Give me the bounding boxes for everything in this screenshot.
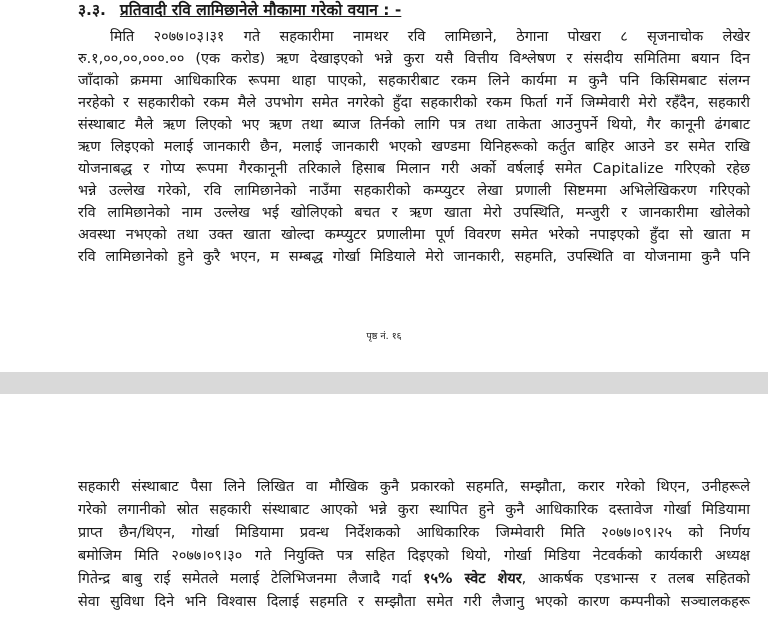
paragraph-line	[78, 568, 750, 590]
section-title: प्रतिवादी रवि लामिछानेले मौकामा गरेको वयान : -	[119, 1, 402, 19]
paragraph-line: गरेको लगानीको स्रोत सहकारी संस्थाबाट आएको भन्ने कुरा स्थापित हुने कुनै आधिकारिक दस्तावेज गोर्खा मिडियामा	[78, 502, 750, 518]
page-number: पृष्ठ नं. १६	[366, 331, 402, 342]
paragraph-line: सेवा सुविधा दिने भनि विश्वास दिलाई सहमति र सम्झौता समेत गरी लैजानु भएको कारण कम्पनीको सञ्चालकहरू	[78, 594, 750, 610]
paragraph-line: ऋण लिइएको मलाई जानकारी छैन, मलाई जानकारी भएको खण्डमा यिनिहरूको कर्तुत बाहिर आउने डर समेत राखि	[78, 139, 750, 155]
sweat-share-highlight: १५% स्वेट शेयर	[423, 571, 522, 587]
paragraph-line: सहकारी संस्थाबाट पैसा लिने लिखित वा मौखिक कुनै प्रकारको सहमति, सम्झौता, करार गरेको थिएन, उनीहरूले	[78, 479, 750, 495]
paragraph-line: रु.१,००,००,०००.०० (एक करोड) ऋण देखाइएको भन्ने कुरा यसै वित्तीय विश्लेषण र संसदीय समितिमा बयान दिन	[78, 51, 750, 67]
paragraph-line: रवि लामिछानेको नाम उल्लेख भई खोलिएको बचत र ऋण खाता मेरो उपस्थिति, मन्जुरी र जानकारीमा खोलेको	[78, 205, 750, 221]
paragraph-line: संस्थाबाट मैले ऋण लिएको भए ऋण तथा ब्याज तिर्नको लागि पत्र तथा ताकेता आउनुपर्ने थियो, गैर कानूनी ढंगबाट	[78, 117, 750, 133]
paragraph-line: योजनाबद्ध र गोप्य रूपमा गैरकानूनी तरिकाले हिसाब मिलान गरी अर्को वर्षलाई समेत Capitalize गरिएको रहेछ	[78, 161, 750, 177]
line-text-before: गितेन्द्र बाबु राई समेतले मलाई टेलिभिजनमा लैजादै गर्दा	[78, 571, 424, 587]
paragraph-line: जाँदाको क्रममा आधिकारिक रूपमा थाहा पाएको, सहकारीबाट रकम लिने कार्यमा म कुनै पनि किसिमबाट संलग्न	[78, 73, 750, 89]
paragraph-line: प्राप्त छैन/थिएन, गोर्खा मिडियामा प्रवन्ध निर्देशकको आधिकारिक जिम्मेवारी मिति २०७७।०९।२५ को निर्णय	[78, 525, 750, 541]
paragraph-line: मिति २०७७।०३।३१ गते सहकारीमा नामथर रवि लामिछाने, ठेगाना पोखरा ८ सृजनाचोक लेखेर	[110, 29, 750, 45]
paragraph-line: भन्ने उल्लेख गरेको, रवि लामिछानेको नाउँमा सहकारीको कम्प्युटर लेखा प्रणाली सिष्टममा अभिलेखिकरण गरिएको	[78, 183, 750, 199]
paragraph-line: अवस्था नभएको तथा उक्त खाता खोल्दा कम्प्युटर प्रणालीमा पूर्ण विवरण समेत भरेको नपाइएको हुँदा सो खाता म	[78, 227, 750, 243]
page-separator	[0, 372, 768, 394]
paragraph-line: रवि लामिछानेको हुने कुरै भएन, म सम्बद्ध गोर्खा मिडियाले मेरो जानकारी, सहमति, उपस्थिति वा योजनामा कुनै पनि	[78, 249, 750, 265]
line-text-after: , आकर्षक एडभान्स र तलब सहितको	[521, 571, 750, 587]
paragraph-line: बमोजिम मिति २०७७।०९।३० गते नियुक्ति पत्र सहित दिइएको थियो, गोर्खा मिडिया नेटवर्कको कार्यकारी अध्यक्ष	[78, 548, 750, 564]
paragraph-line: नरहेको र सहकारीको रकम मैले उपभोग समेत नगरेको हुँदा सहकारीको रकम फिर्ता गर्ने जिम्मेवारी मेरो रहँदैन, सहकारी	[78, 95, 750, 111]
document-page-2	[0, 394, 768, 627]
section-heading	[78, 0, 401, 20]
section-number: ३.३.	[78, 1, 106, 19]
